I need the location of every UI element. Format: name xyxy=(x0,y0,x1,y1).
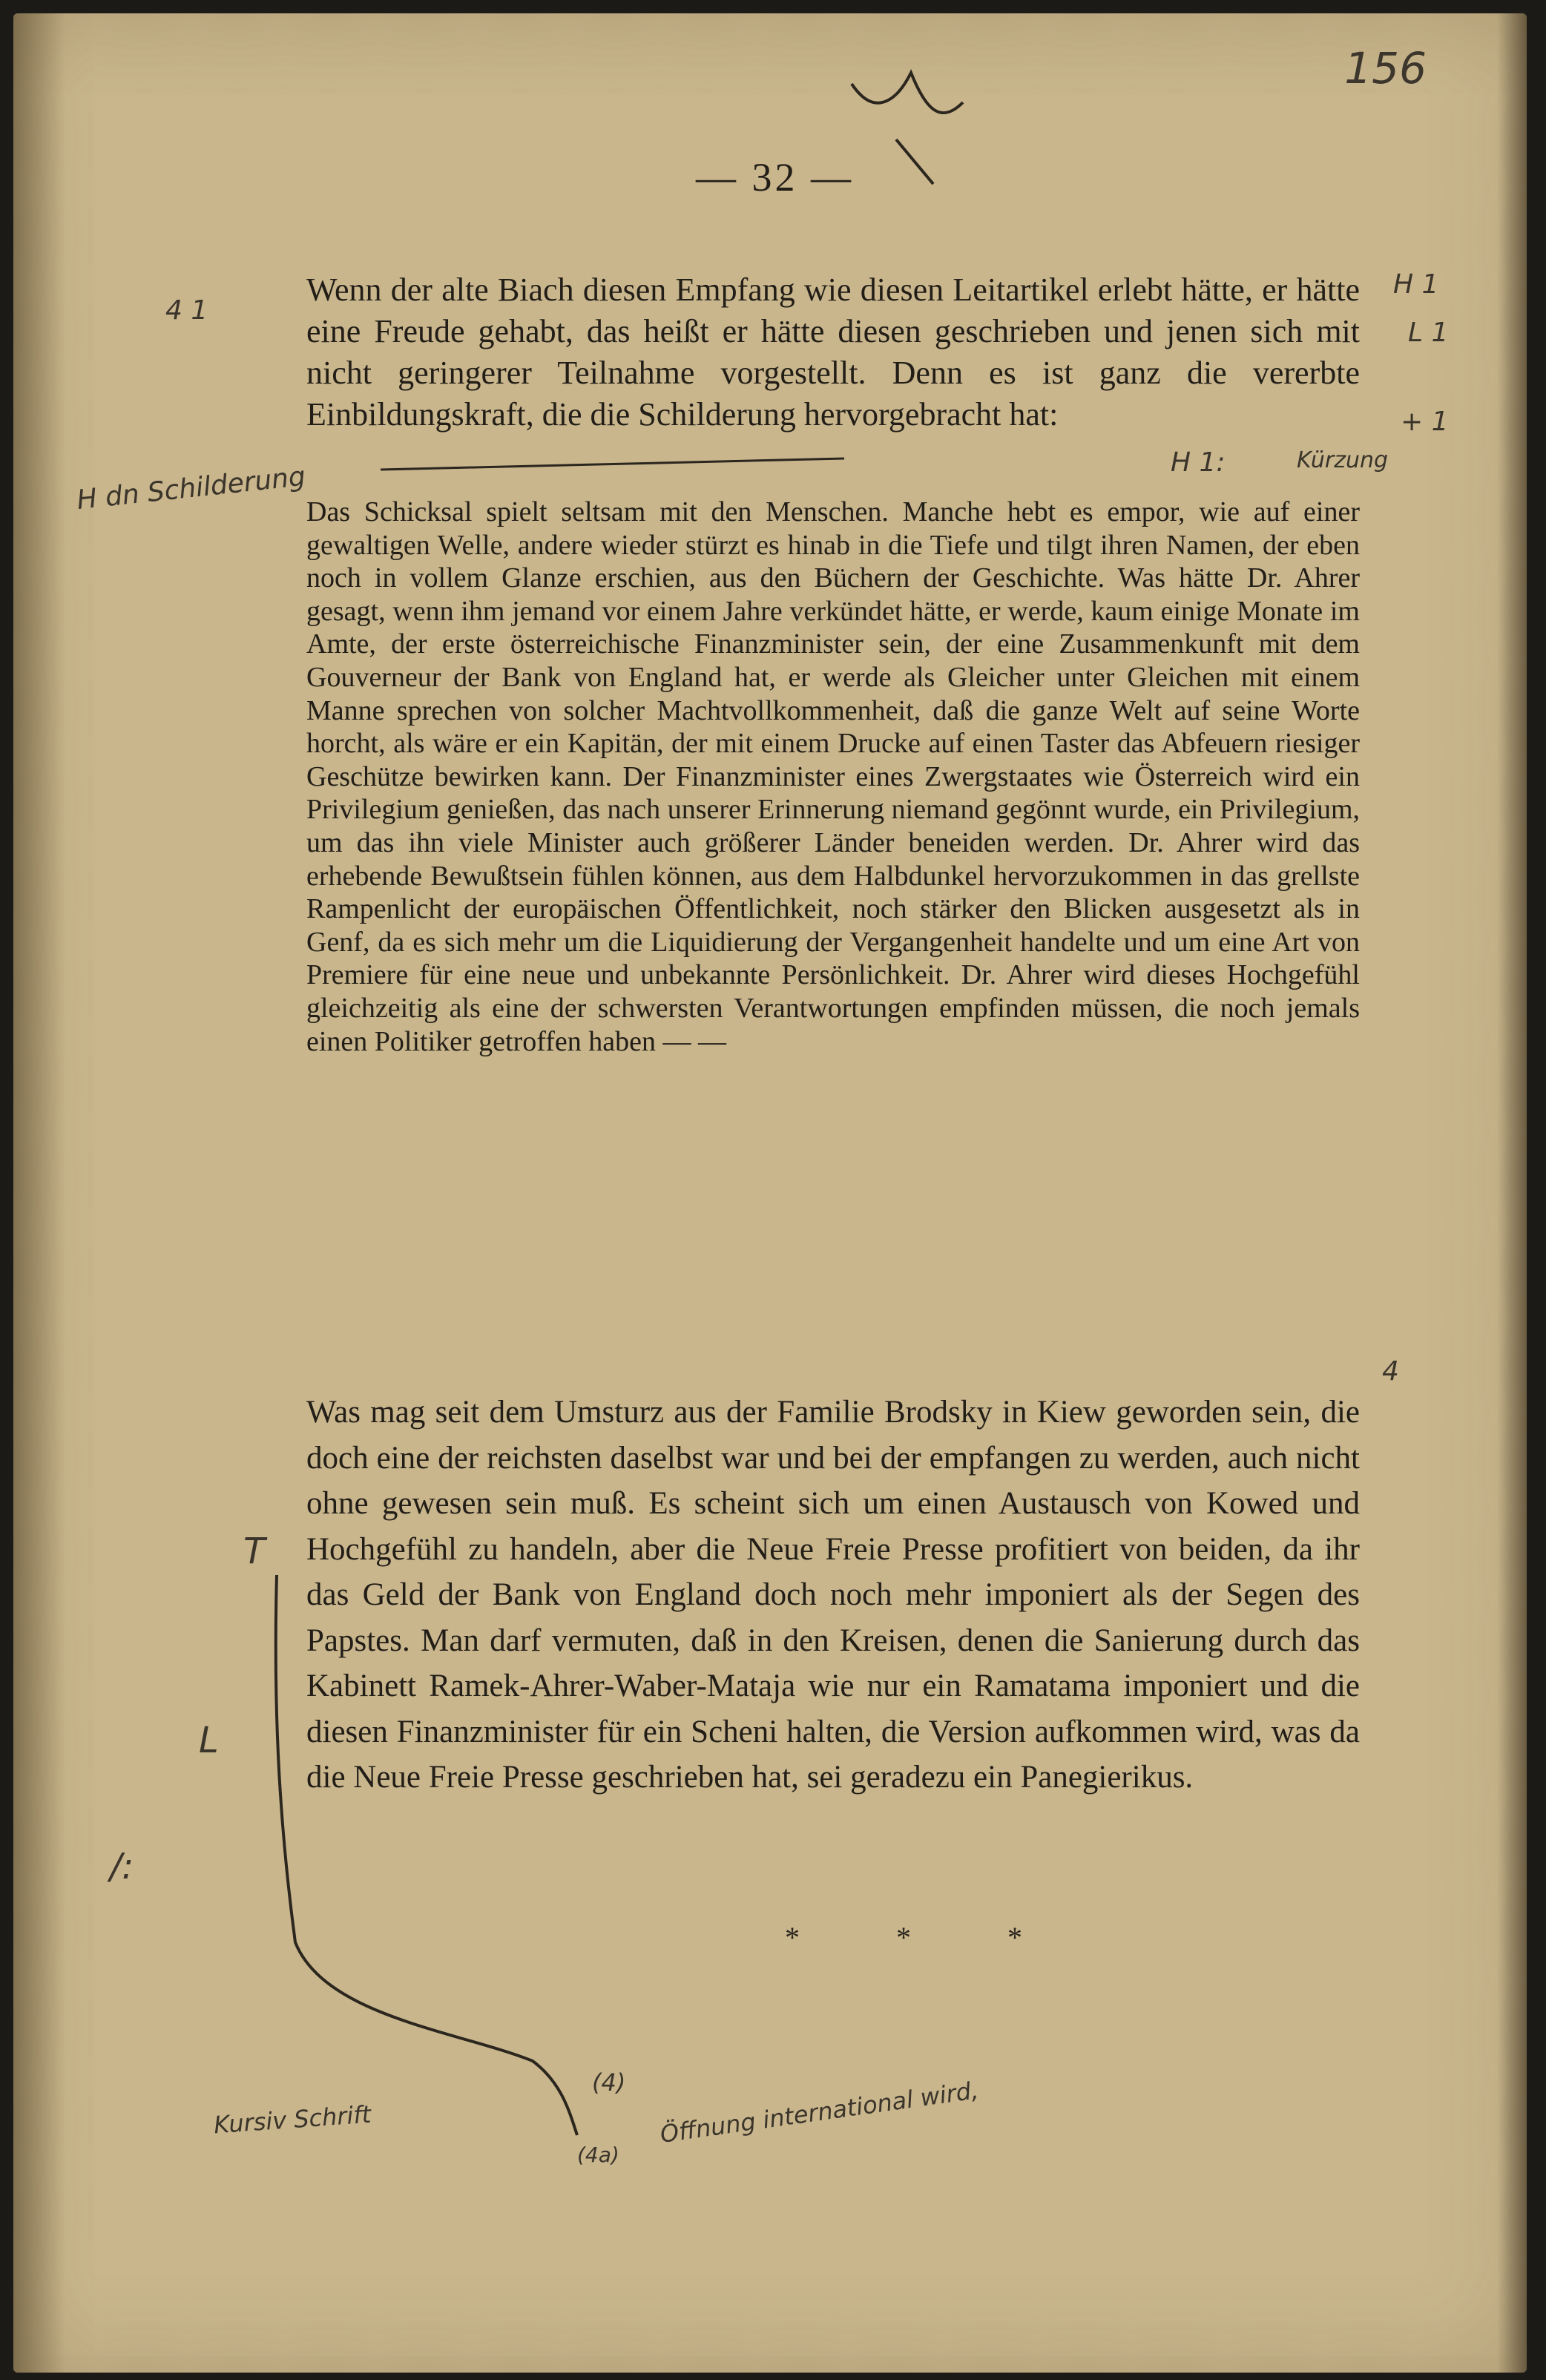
pen-stroke-top xyxy=(896,139,933,184)
page-number: — 32 — xyxy=(696,155,854,200)
paragraph-3: Was mag seit dem Umsturz aus der Familie Brodsky in Kiew geworden sein, die doch eine der reichsten daselbst war und bei der empfangen zu werden, auch nicht ohne gewesen sein muß. Es scheint sich um einen Austausch von Kowed und Hochgefühl zu handeln, aber die Neue Freie Presse profitiert von beiden, da ihr das Geld der Bank von England doch noch mehr imponiert als der Segen des Papstes. Man darf vermuten, daß in den Kreisen, denen die Sanierung durch das Kabinett Ramek-Ahrer-Waber-Mataja wie nur ein Ramatama imponiert und die diesen Finanzminister für ein Scheni halten, die Version aufkommen wird, was da die Neue Freie Presse geschrieben hat, sei geradezu ein Panegierikus. xyxy=(306,1395,1360,1795)
margin-note-right-2: L 1 xyxy=(1408,318,1449,348)
document-page xyxy=(13,13,1527,2373)
margin-note-bottom-1: (4) xyxy=(592,2068,626,2097)
margin-note-left-top: 4 1 xyxy=(165,295,208,326)
margin-note-left-l: L xyxy=(199,1720,219,1761)
margin-note-bottom-2: Öffnung international wird, xyxy=(658,2076,981,2149)
margin-note-bottom-3: (4a) xyxy=(577,2143,619,2167)
paragraph-2: Das Schicksal spielt seltsam mit den Menschen. Manche hebt es empor, wie auf einer gewaltigen Welle, andere wieder stürzt es hinab in die Tiefe und tilgt ihren Namen, der eben noch in vollem Glanze erschien, aus den Büchern der Geschichte. Was hätte Dr. Ahrer gesagt, wenn ihm jemand vor einem Jahre verkündet hätte, er werde, kaum einige Monate im Amte, der erste österreichische Finanzminister sein, der eine Zusammenkunft mit dem Gouverneur der Bank von England hat, er werde als Gleicher unter Gleichen mit einem Manne sprechen von solcher Machtvollkommenheit, daß die ganze Welt auf seine Worte horcht, als wäre er ein Kapitän, der mit einem Drucke auf einen Taster das Abfeuern riesiger Geschütze bewirken kann. Der Finanzminister eines Zwergstaates wie Österreich wird ein Privilegium genießen, das nach unserer Erinnerung niemand gegönnt wurde, ein Privilegium, um das ihn viele Minister auch größerer Länder beneiden werden. Dr. Ahrer wird das erhebende Bewußtsein fühlen können, aus dem Halbdunkel hervorzukommen in das grellste Rampenlicht der europäischen Öffentlichkeit, noch stärker den Blicken ausgesetzt als in Genf, da es sich mehr um die Liquidierung der Vergangenheit handelte und um eine Art von Premiere für eine neue und unbekannte Persönlichkeit. Dr. Ahrer wird dieses Hochgefühl gleichzeitig als eine der schwersten Verantwortungen empfinden müssen, die noch jemals einen Politiker getroffen haben — — xyxy=(306,496,1360,1057)
margin-note-right-1: H 1 xyxy=(1393,269,1439,300)
margin-note-right-3: + 1 xyxy=(1401,407,1449,437)
margin-note-left-colon: /: xyxy=(110,1846,134,1887)
margin-note-bottom-left: Kursiv Schrift xyxy=(212,2100,372,2140)
folio-number: 156 xyxy=(1344,43,1427,93)
margin-note-left-t: T xyxy=(243,1531,266,1572)
margin-note-right-4b: Kürzung xyxy=(1297,447,1389,473)
pen-scribble-top xyxy=(852,73,963,113)
paragraph-1: Wenn der alte Biach diesen Empfang wie diesen Leitartikel erlebt hätte, er hätte eine Freude gehabt, das heißt er hätte diesen geschrieben und jenen sich mit nicht geringerer Teilnahme vorgestellt. Denn es ist ganz die vererbte Einbildungskraft, die die Schilderung hervorgebracht hat: xyxy=(306,272,1360,433)
margin-note-right-5: 4 xyxy=(1382,1356,1399,1387)
section-separator: * * * xyxy=(785,1921,1067,1954)
pen-strikethrough xyxy=(381,458,844,470)
margin-note-left-mid: H dn Schilderung xyxy=(75,461,307,516)
pen-strokes xyxy=(13,13,1527,2373)
pen-bracket-line xyxy=(276,1575,577,2135)
margin-note-right-4: H 1: xyxy=(1171,447,1226,478)
